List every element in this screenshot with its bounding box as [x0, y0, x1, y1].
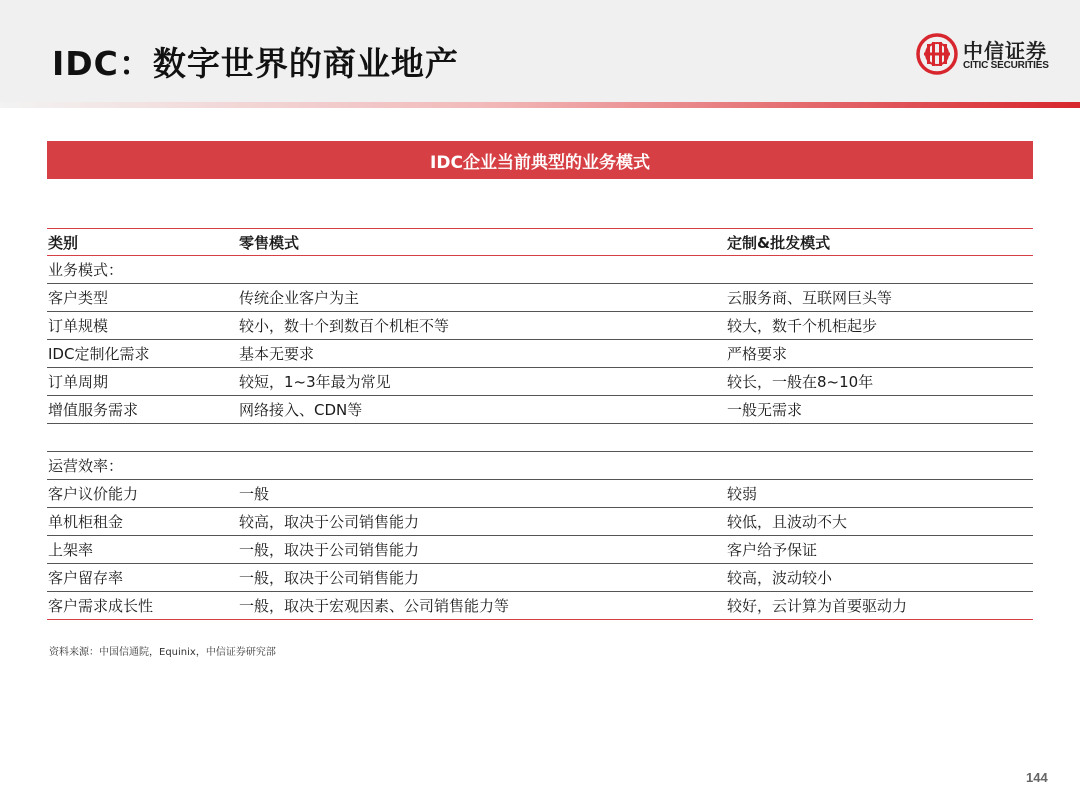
table-row: [47, 480, 1033, 508]
row-retail-value: 一般，取决于宏观因素、公司销售能力等: [239, 597, 510, 615]
citic-logo-icon: [916, 33, 958, 75]
column-header-retail: 零售模式: [239, 233, 300, 252]
logo-english-text: CITIC SECURITIES: [963, 60, 1049, 71]
row-wholesale-value: 较大，数千个机柜起步: [727, 317, 878, 335]
row-category: 客户需求成长性: [48, 597, 154, 615]
row-retail-value: 较小，数十个到数百个机柜不等: [239, 317, 450, 335]
row-wholesale-value: 较低，且波动不大: [727, 513, 848, 531]
row-category: 上架率: [48, 541, 94, 559]
table-row: [47, 312, 1033, 340]
row-category: IDC定制化需求: [48, 345, 150, 363]
row-wholesale-value: 较高，波动较小: [727, 569, 833, 587]
row-retail-value: 较高，取决于公司销售能力: [239, 513, 420, 531]
row-wholesale-value: 一般无需求: [727, 401, 803, 419]
table-row: [47, 564, 1033, 592]
row-category: 订单规模: [48, 317, 109, 335]
row-retail-value: 较短，1~3年最为常见: [239, 373, 391, 391]
page-number: 144: [1026, 770, 1048, 785]
row-wholesale-value: 严格要求: [727, 345, 788, 363]
row-retail-value: 一般，取决于公司销售能力: [239, 541, 420, 559]
row-category: 单机柜租金: [48, 513, 124, 531]
row-wholesale-value: 较弱: [727, 485, 758, 503]
row-wholesale-value: 客户给予保证: [727, 541, 818, 559]
row-category: 订单周期: [48, 373, 109, 391]
row-wholesale-value: 云服务商、互联网巨头等: [727, 289, 893, 307]
table-row: [47, 536, 1033, 564]
row-retail-value: 基本无要求: [239, 345, 315, 363]
section-label-business-model: 业务模式：: [48, 261, 124, 279]
column-header-wholesale: 定制&批发模式: [727, 233, 831, 252]
table-header-row: [47, 228, 1033, 256]
header-accent-line: [0, 102, 1080, 108]
spacer-row: [47, 424, 1033, 452]
row-retail-value: 一般，取决于公司销售能力: [239, 569, 420, 587]
section-label-operating-efficiency: 运营效率：: [48, 457, 124, 475]
source-note: 资料来源：中国信通院，Equinix，中信证券研究部: [49, 647, 276, 658]
slide-header: [0, 0, 1080, 104]
row-category: 客户类型: [48, 289, 109, 307]
citic-logo: [916, 33, 1060, 77]
table-row: [47, 368, 1033, 396]
column-header-category: 类别: [48, 233, 79, 252]
row-retail-value: 一般: [239, 485, 270, 503]
business-model-table: [47, 228, 1033, 620]
table-row: [47, 396, 1033, 424]
table-row: [47, 340, 1033, 368]
logo-chinese-text: 中信证券: [963, 39, 1047, 63]
row-retail-value: 网络接入、CDN等: [239, 401, 363, 419]
table-row: [47, 284, 1033, 312]
section-label-row: [47, 452, 1033, 480]
row-wholesale-value: 较好，云计算为首要驱动力: [727, 597, 908, 615]
row-category: 增值服务需求: [48, 401, 139, 419]
table-row: [47, 592, 1033, 620]
table-banner: [47, 141, 1033, 179]
table-banner-title: IDC企业当前典型的业务模式: [430, 152, 650, 173]
table-row: [47, 508, 1033, 536]
row-category: 客户留存率: [48, 569, 124, 587]
section-label-row: [47, 256, 1033, 284]
row-wholesale-value: 较长，一般在8~10年: [727, 373, 874, 391]
row-category: 客户议价能力: [48, 485, 139, 503]
slide-title: IDC：数字世界的商业地产: [52, 44, 459, 83]
row-retail-value: 传统企业客户为主: [239, 289, 360, 307]
